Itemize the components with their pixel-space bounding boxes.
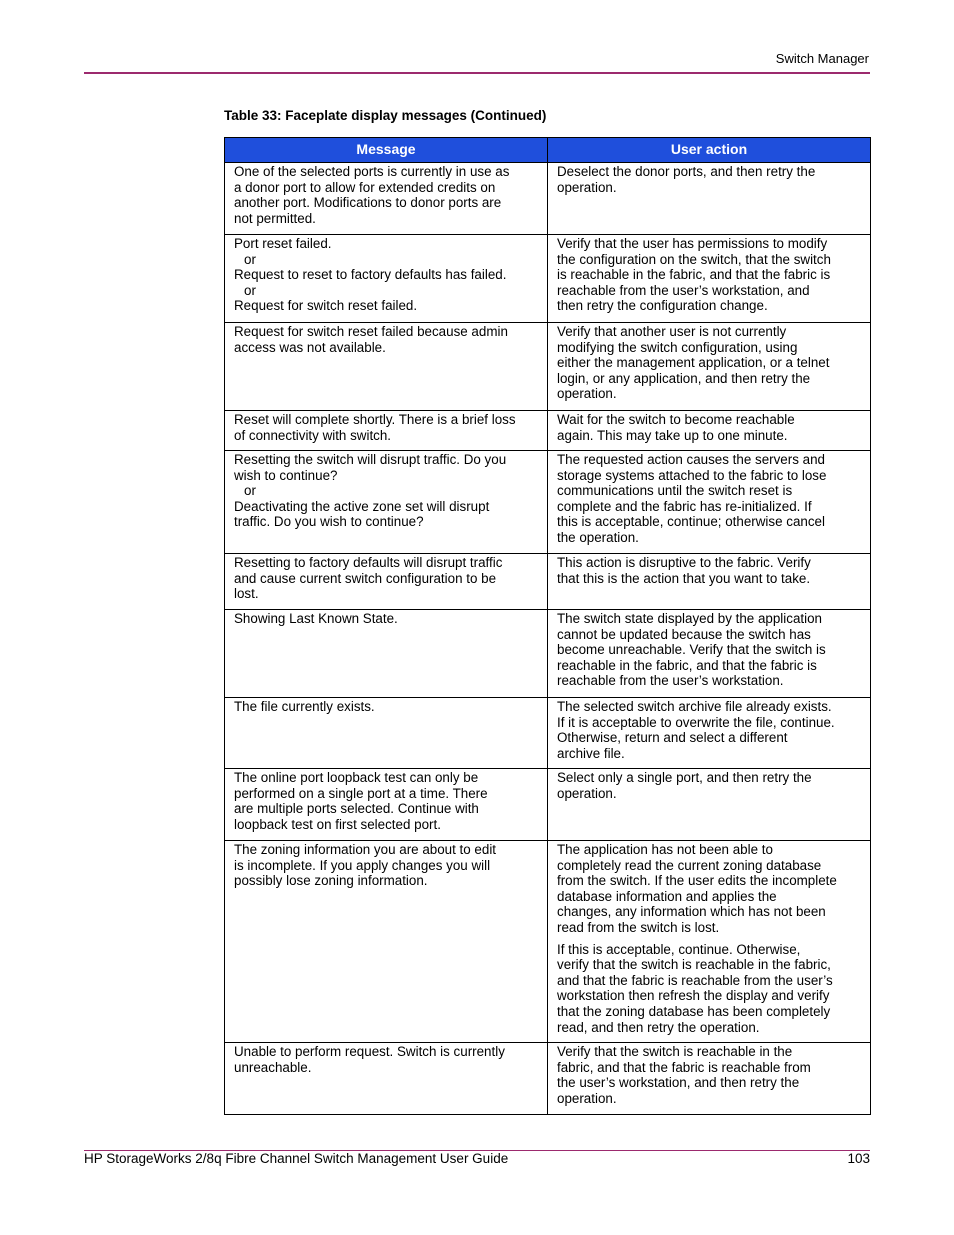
message-line: and cause current switch configuration to be	[234, 570, 497, 586]
action-line: The selected switch archive file already exists.	[557, 699, 832, 714]
message-line: performed on a single port at a time. There	[234, 785, 488, 801]
user-action-cell	[548, 411, 871, 451]
action-line: login, or any application, and then retry the	[557, 370, 811, 386]
user-action-cell	[548, 841, 871, 1043]
table-row	[225, 235, 871, 323]
user-action-cell	[548, 163, 871, 235]
action-line: modifying the switch configuration, using	[557, 339, 798, 355]
action-line: verify that the switch is reachable in the fabric,	[557, 957, 831, 973]
action-line: from the switch. If the user edits the incomplete	[557, 873, 837, 889]
message-cell	[225, 235, 548, 323]
action-line: and that the fabric is reachable from the user’s	[557, 972, 833, 988]
action-line: Deselect the donor ports, and then retry the	[557, 164, 816, 179]
message-line: or	[244, 251, 256, 267]
message-line: Request for switch reset failed because admin	[234, 324, 508, 339]
message-line: The zoning information you are about to edit	[234, 842, 497, 857]
running-header: Switch Manager	[775, 51, 869, 66]
message-line: Port reset failed.	[234, 236, 332, 251]
user-action-cell	[548, 235, 871, 323]
action-line: reachable from the user’s workstation.	[557, 673, 784, 689]
action-line: reachable from the user’s workstation, and	[557, 282, 810, 298]
message-line: loopback test on first selected port.	[234, 816, 441, 832]
message-cell	[225, 554, 548, 610]
message-line: a donor port to allow for extended credits on	[234, 179, 496, 195]
header-rule	[84, 72, 870, 74]
action-line: the operation.	[557, 529, 639, 545]
action-line: operation.	[557, 179, 617, 195]
user-action-cell	[548, 323, 871, 411]
action-line: operation.	[557, 785, 617, 801]
table-row	[225, 1043, 871, 1115]
action-line: fabric, and that the fabric is reachable from	[557, 1059, 811, 1075]
action-line: reachable in the fabric, and that the fabric is	[557, 657, 817, 673]
table-row	[225, 698, 871, 769]
message-cell	[225, 323, 548, 411]
action-line: Select only a single port, and then retry the	[557, 770, 812, 785]
action-line: complete and the fabric has re-initialized. If	[557, 498, 812, 514]
action-line: Wait for the switch to become reachable	[557, 412, 795, 427]
message-cell	[225, 698, 548, 769]
message-line: Unable to perform request. Switch is currently	[234, 1044, 505, 1059]
action-line: The application has not been able to	[557, 842, 773, 857]
user-action-cell	[548, 769, 871, 841]
table-row	[225, 163, 871, 235]
message-line: or	[244, 483, 256, 499]
message-line: Resetting to factory defaults will disrupt traffic	[234, 555, 503, 570]
action-line: This action is disruptive to the fabric. Verify	[557, 555, 811, 570]
action-line: workstation then refresh the display and verify	[557, 988, 830, 1004]
action-line: again. This may take up to one minute.	[557, 427, 788, 443]
table-row	[225, 610, 871, 698]
action-line: then retry the configuration change.	[557, 298, 768, 314]
column-header-message: Message	[225, 138, 548, 163]
table-row	[225, 841, 871, 1043]
message-line: Deactivating the active zone set will disrupt	[234, 498, 490, 514]
table-row	[225, 411, 871, 451]
message-cell	[225, 451, 548, 554]
action-line: read, and then retry the operation.	[557, 1019, 760, 1035]
message-line: not permitted.	[234, 210, 316, 226]
message-line: lost.	[234, 586, 259, 602]
message-line: Request to reset to factory defaults has failed.	[234, 267, 507, 283]
column-header-user-action: User action	[548, 138, 871, 163]
action-line: cannot be updated because the switch has	[557, 626, 811, 642]
message-line: Request for switch reset failed.	[234, 298, 418, 314]
message-line: wish to continue?	[234, 467, 338, 483]
message-cell	[225, 841, 548, 1043]
message-cell	[225, 411, 548, 451]
user-action-cell	[548, 1043, 871, 1115]
message-line: unreachable.	[234, 1059, 312, 1075]
message-line: traffic. Do you wish to continue?	[234, 514, 424, 530]
action-line: completely read the current zoning database	[557, 857, 822, 873]
action-line: become unreachable. Verify that the switch is	[557, 642, 826, 658]
action-line: this is acceptable, continue; otherwise cancel	[557, 514, 825, 530]
action-line: the configuration on the switch, that the switch	[557, 251, 831, 267]
action-line: database information and applies the	[557, 888, 777, 904]
action-line: Verify that the switch is reachable in the	[557, 1044, 793, 1059]
action-line: is reachable in the fabric, and that the fabric is	[557, 267, 831, 283]
message-line: The file currently exists.	[234, 699, 375, 714]
message-line: possibly lose zoning information.	[234, 873, 428, 889]
user-action-cell	[548, 698, 871, 769]
message-line: Reset will complete shortly. There is a brief loss	[234, 412, 516, 427]
message-line: are multiple ports selected. Continue with	[234, 801, 479, 817]
action-line: either the management application, or a telnet	[557, 355, 830, 371]
message-cell	[225, 610, 548, 698]
action-line: Verify that the user has permissions to modify	[557, 236, 828, 251]
action-line: If this is acceptable, continue. Otherwise,	[557, 941, 801, 957]
message-line: of connectivity with switch.	[234, 427, 392, 443]
footer-doc-title: HP StorageWorks 2/8q Fibre Channel Switch Management User Guide	[84, 1151, 509, 1166]
message-line: is incomplete. If you apply changes you will	[234, 857, 491, 873]
table-row	[225, 451, 871, 554]
message-line: Showing Last Known State.	[234, 611, 398, 626]
action-line: The requested action causes the servers and	[557, 452, 825, 467]
action-line: operation.	[557, 1090, 617, 1106]
user-action-cell	[548, 451, 871, 554]
table-header-row	[225, 138, 871, 163]
message-line: another port. Modifications to donor ports are	[234, 195, 502, 211]
action-line: archive file.	[557, 745, 625, 761]
message-line: Resetting the switch will disrupt traffic. Do you	[234, 452, 507, 467]
action-line: communications until the switch reset is	[557, 483, 793, 499]
message-line: The online port loopback test can only be	[234, 770, 479, 785]
action-line: operation.	[557, 386, 617, 402]
faceplate-messages-table	[224, 137, 871, 1115]
action-line: the user’s workstation, and then retry the	[557, 1075, 800, 1091]
message-line: access was not available.	[234, 339, 386, 355]
action-line: If it is acceptable to overwrite the file, continue.	[557, 714, 835, 730]
user-action-cell	[548, 610, 871, 698]
action-line: read from the switch is lost.	[557, 919, 720, 935]
action-line: that the zoning database has been completely	[557, 1003, 831, 1019]
user-action-cell	[548, 554, 871, 610]
message-cell	[225, 163, 548, 235]
page-number: 103	[847, 1151, 870, 1166]
action-line: that this is the action that you want to take.	[557, 570, 811, 586]
table-row	[225, 769, 871, 841]
table-row	[225, 554, 871, 610]
action-line: Verify that another user is not currently	[557, 324, 787, 339]
message-cell	[225, 1043, 548, 1115]
action-line: The switch state displayed by the application	[557, 611, 822, 626]
message-line: One of the selected ports is currently in use as	[234, 164, 510, 179]
action-line: Otherwise, return and select a different	[557, 730, 788, 746]
table-caption: Table 33: Faceplate display messages (Continued)	[224, 108, 547, 123]
action-line: storage systems attached to the fabric to lose	[557, 467, 827, 483]
message-line: or	[244, 282, 256, 298]
table-row	[225, 323, 871, 411]
message-cell	[225, 769, 548, 841]
action-line: changes, any information which has not been	[557, 904, 826, 920]
